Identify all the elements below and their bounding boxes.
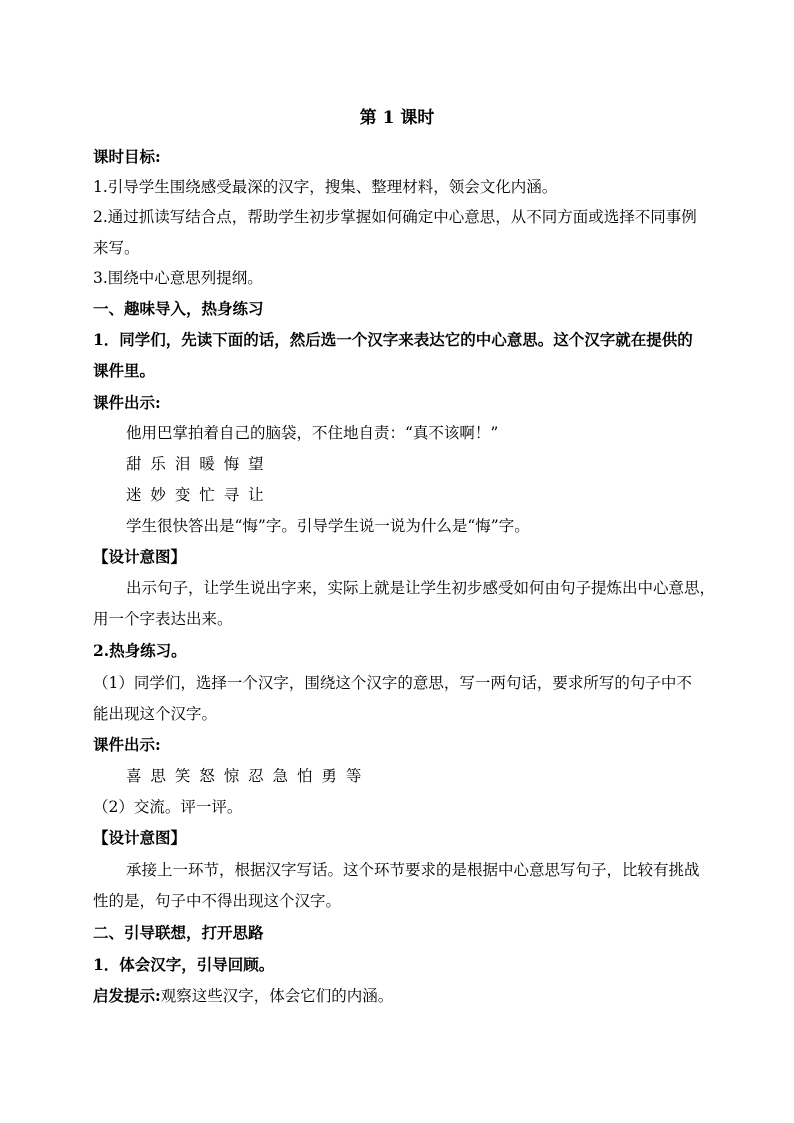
answer-text: 学生很快答出是“悔”字。引导学生说一说为什么是“悔”字。 <box>126 517 530 535</box>
hint-line <box>93 986 721 1006</box>
design-intent-1-line-2: 用一个字表达出来。 <box>93 610 233 628</box>
design-intent-heading-2: 【设计意图】 <box>93 828 187 847</box>
section-heading-1: 一、趣味导入，热身练习 <box>93 299 264 318</box>
design-intent-1-line-1: 出示句子，让学生说出字来，实际上就是让学生初步感受如何由句子提炼出中心意思， <box>126 579 716 597</box>
courseware-label-1: 课件出示: <box>93 393 161 412</box>
section-heading-2: 二、引导联想，打开思路 <box>93 923 264 942</box>
sub-task-1-line-2: 能出现这个汉字。 <box>93 705 218 723</box>
sub-task-2: （2）交流。评一评。 <box>93 798 243 816</box>
sub-task-1-line-1: （1）同学们，选择一个汉字，围绕这个汉字的意思，写一两句话，要求所写的句子中不 <box>93 674 692 692</box>
character-row-3: 喜 思 笑 怒 惊 忍 急 怕 勇 等 <box>126 767 364 785</box>
objective-2-line-1: 2.通过抓读写结合点，帮助学生初步掌握如何确定中心意思，从不同方面或选择不同事例 <box>93 208 697 226</box>
step-1-line-2: 课件里。 <box>93 361 156 380</box>
step-2-heading: 2.热身练习。 <box>93 641 187 660</box>
design-intent-2-line-1: 承接上一环节，根据汉字写话。这个环节要求的是根据中心意思写句子，比较有挑战 <box>126 861 700 879</box>
courseware-label-2: 课件出示: <box>93 735 161 754</box>
character-row-2: 迷 妙 变 忙 寻 让 <box>126 486 266 504</box>
objectives-heading: 课时目标: <box>93 147 161 166</box>
hint-label: 启发提示: <box>93 986 161 1005</box>
page-title: 第 1 课时 <box>359 108 435 128</box>
step-1-line-1: 1．同学们，先读下面的话，然后选一个汉字来表达它的中心意思。这个汉字就在提供的 <box>93 330 693 349</box>
objective-3: 3.围绕中心意思列提纲。 <box>93 269 263 287</box>
character-row-1: 甜 乐 泪 暖 悔 望 <box>126 455 266 473</box>
objective-1: 1.引导学生围绕感受最深的汉字，搜集、整理材料，领会文化内涵。 <box>93 178 558 196</box>
objective-2-line-2: 来写。 <box>93 239 140 257</box>
example-sentence: 他用巴掌拍着自己的脑袋，不住地自责：“真不该啊！” <box>126 424 499 442</box>
design-intent-2-line-2: 性的是，句子中不得出现这个汉字。 <box>93 892 342 910</box>
hint-text: 观察这些汉字，体会它们的内涵。 <box>160 987 394 1005</box>
design-intent-heading-1: 【设计意图】 <box>93 547 187 566</box>
step-3-heading: 1．体会汉字，引导回顾。 <box>93 955 275 974</box>
